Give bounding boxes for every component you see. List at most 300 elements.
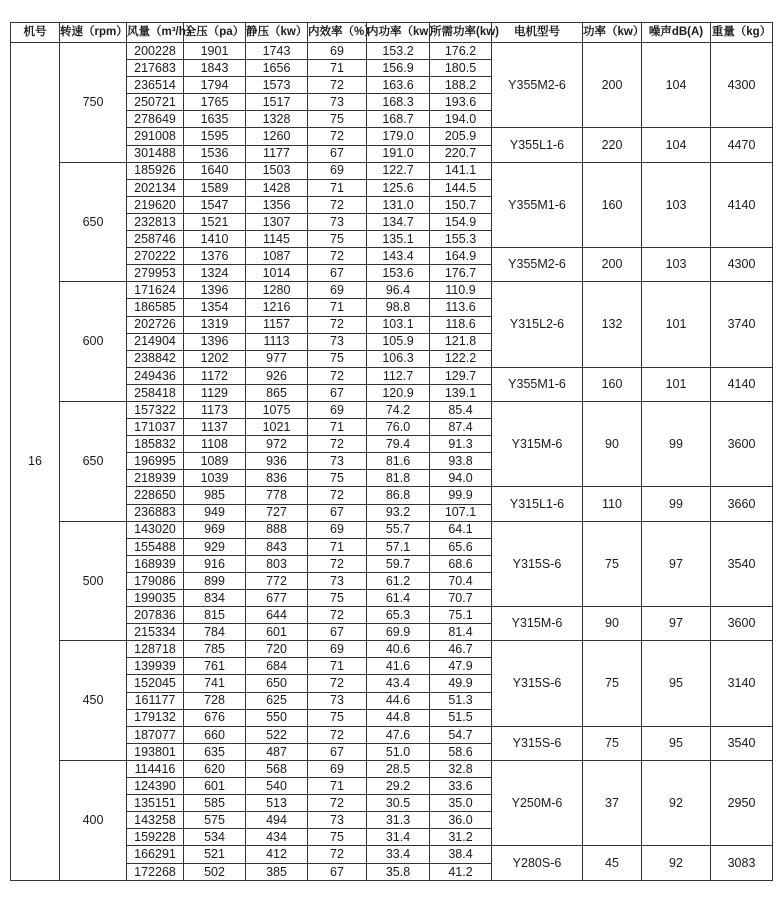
motor-model-cell: Y250M-6 [492, 760, 583, 845]
required-power-cell: 54.7 [430, 726, 492, 743]
internal-efficiency-cell: 75 [308, 350, 367, 367]
static-pressure-cell: 1656 [246, 60, 308, 77]
required-power-cell: 32.8 [430, 760, 492, 777]
noise-cell: 95 [642, 641, 711, 726]
weight-cell: 3540 [711, 726, 773, 760]
header-machine-no: 机号 [11, 23, 60, 43]
header-row [11, 23, 773, 43]
static-pressure-cell: 772 [246, 572, 308, 589]
required-power-cell: 65.6 [430, 538, 492, 555]
static-pressure-cell: 385 [246, 863, 308, 881]
air-volume-cell: 200228 [127, 43, 184, 60]
static-pressure-cell: 522 [246, 726, 308, 743]
internal-efficiency-cell: 72 [308, 555, 367, 572]
total-pressure-cell: 1108 [184, 436, 246, 453]
header-air-volume: 风量（m³/h） [127, 23, 184, 43]
total-pressure-cell: 899 [184, 572, 246, 589]
static-pressure-cell: 1145 [246, 231, 308, 248]
static-pressure-cell: 1216 [246, 299, 308, 316]
total-pressure-cell: 1376 [184, 248, 246, 265]
internal-power-cell: 33.4 [367, 846, 430, 863]
total-pressure-cell: 949 [184, 504, 246, 521]
static-pressure-cell: 650 [246, 675, 308, 692]
static-pressure-cell: 677 [246, 590, 308, 607]
static-pressure-cell: 1573 [246, 77, 308, 94]
motor-model-cell: Y355L1-6 [492, 128, 583, 162]
total-pressure-cell: 1794 [184, 77, 246, 94]
table-row [11, 641, 773, 658]
total-pressure-cell: 534 [184, 829, 246, 846]
air-volume-cell: 157322 [127, 401, 184, 418]
header-total-pressure: 全压（pa） [184, 23, 246, 43]
air-volume-cell: 171624 [127, 282, 184, 299]
total-pressure-cell: 1396 [184, 333, 246, 350]
total-pressure-cell: 1635 [184, 111, 246, 128]
header-internal-power: 内功率（kw） [367, 23, 430, 43]
internal-efficiency-cell: 71 [308, 538, 367, 555]
static-pressure-cell: 972 [246, 436, 308, 453]
motor-power-cell: 160 [583, 367, 642, 401]
total-pressure-cell: 1536 [184, 145, 246, 162]
air-volume-cell: 155488 [127, 538, 184, 555]
internal-efficiency-cell: 72 [308, 726, 367, 743]
noise-cell: 99 [642, 401, 711, 486]
air-volume-cell: 228650 [127, 487, 184, 504]
internal-power-cell: 61.4 [367, 590, 430, 607]
required-power-cell: 91.3 [430, 436, 492, 453]
total-pressure-cell: 1595 [184, 128, 246, 145]
internal-power-cell: 106.3 [367, 350, 430, 367]
internal-efficiency-cell: 67 [308, 863, 367, 881]
required-power-cell: 176.7 [430, 265, 492, 282]
static-pressure-cell: 888 [246, 521, 308, 538]
required-power-cell: 194.0 [430, 111, 492, 128]
internal-power-cell: 76.0 [367, 419, 430, 436]
internal-power-cell: 112.7 [367, 367, 430, 384]
motor-model-cell: Y315L2-6 [492, 282, 583, 367]
motor-power-cell: 90 [583, 607, 642, 641]
internal-efficiency-cell: 67 [308, 145, 367, 162]
required-power-cell: 85.4 [430, 401, 492, 418]
air-volume-cell: 135151 [127, 795, 184, 812]
header-motor-power: 功率（kw） [583, 23, 642, 43]
total-pressure-cell: 834 [184, 590, 246, 607]
total-pressure-cell: 502 [184, 863, 246, 881]
internal-power-cell: 40.6 [367, 641, 430, 658]
static-pressure-cell: 434 [246, 829, 308, 846]
internal-power-cell: 96.4 [367, 282, 430, 299]
internal-efficiency-cell: 72 [308, 128, 367, 145]
total-pressure-cell: 916 [184, 555, 246, 572]
motor-power-cell: 45 [583, 846, 642, 881]
static-pressure-cell: 1517 [246, 94, 308, 111]
air-volume-cell: 143258 [127, 812, 184, 829]
weight-cell: 4140 [711, 367, 773, 401]
required-power-cell: 68.6 [430, 555, 492, 572]
internal-efficiency-cell: 75 [308, 709, 367, 726]
noise-cell: 104 [642, 43, 711, 128]
internal-efficiency-cell: 72 [308, 487, 367, 504]
internal-power-cell: 125.6 [367, 179, 430, 196]
required-power-cell: 99.9 [430, 487, 492, 504]
internal-power-cell: 135.1 [367, 231, 430, 248]
air-volume-cell: 152045 [127, 675, 184, 692]
internal-power-cell: 31.4 [367, 829, 430, 846]
static-pressure-cell: 1428 [246, 179, 308, 196]
internal-efficiency-cell: 71 [308, 658, 367, 675]
internal-power-cell: 29.2 [367, 778, 430, 795]
internal-efficiency-cell: 72 [308, 795, 367, 812]
static-pressure-cell: 494 [246, 812, 308, 829]
static-pressure-cell: 1177 [246, 145, 308, 162]
air-volume-cell: 161177 [127, 692, 184, 709]
required-power-cell: 164.9 [430, 248, 492, 265]
total-pressure-cell: 1410 [184, 231, 246, 248]
total-pressure-cell: 1319 [184, 316, 246, 333]
required-power-cell: 75.1 [430, 607, 492, 624]
noise-cell: 97 [642, 521, 711, 606]
total-pressure-cell: 784 [184, 624, 246, 641]
required-power-cell: 46.7 [430, 641, 492, 658]
required-power-cell: 155.3 [430, 231, 492, 248]
required-power-cell: 51.3 [430, 692, 492, 709]
air-volume-cell: 215334 [127, 624, 184, 641]
internal-power-cell: 163.6 [367, 77, 430, 94]
static-pressure-cell: 727 [246, 504, 308, 521]
weight-cell: 3740 [711, 282, 773, 367]
air-volume-cell: 218939 [127, 470, 184, 487]
motor-power-cell: 200 [583, 248, 642, 282]
internal-efficiency-cell: 69 [308, 401, 367, 418]
internal-efficiency-cell: 69 [308, 43, 367, 60]
internal-efficiency-cell: 73 [308, 572, 367, 589]
table-row [11, 282, 773, 299]
required-power-cell: 154.9 [430, 213, 492, 230]
internal-power-cell: 44.8 [367, 709, 430, 726]
static-pressure-cell: 1021 [246, 419, 308, 436]
required-power-cell: 64.1 [430, 521, 492, 538]
internal-efficiency-cell: 71 [308, 60, 367, 77]
required-power-cell: 41.2 [430, 863, 492, 881]
motor-power-cell: 75 [583, 641, 642, 726]
internal-efficiency-cell: 71 [308, 778, 367, 795]
motor-model-cell: Y355M1-6 [492, 367, 583, 401]
weight-cell: 3600 [711, 401, 773, 486]
required-power-cell: 205.9 [430, 128, 492, 145]
noise-cell: 101 [642, 367, 711, 401]
header-static-pressure: 静压（kw） [246, 23, 308, 43]
air-volume-cell: 168939 [127, 555, 184, 572]
required-power-cell: 35.0 [430, 795, 492, 812]
static-pressure-cell: 1014 [246, 265, 308, 282]
air-volume-cell: 258418 [127, 384, 184, 401]
air-volume-cell: 202726 [127, 316, 184, 333]
required-power-cell: 139.1 [430, 384, 492, 401]
internal-power-cell: 41.6 [367, 658, 430, 675]
internal-power-cell: 134.7 [367, 213, 430, 230]
internal-power-cell: 168.3 [367, 94, 430, 111]
total-pressure-cell: 1129 [184, 384, 246, 401]
internal-efficiency-cell: 72 [308, 607, 367, 624]
internal-efficiency-cell: 72 [308, 196, 367, 213]
static-pressure-cell: 568 [246, 760, 308, 777]
required-power-cell: 31.2 [430, 829, 492, 846]
required-power-cell: 93.8 [430, 453, 492, 470]
total-pressure-cell: 728 [184, 692, 246, 709]
required-power-cell: 193.6 [430, 94, 492, 111]
internal-efficiency-cell: 67 [308, 624, 367, 641]
internal-efficiency-cell: 69 [308, 162, 367, 179]
required-power-cell: 70.4 [430, 572, 492, 589]
air-volume-cell: 291008 [127, 128, 184, 145]
speed-cell: 400 [60, 760, 127, 880]
total-pressure-cell: 1172 [184, 367, 246, 384]
total-pressure-cell: 676 [184, 709, 246, 726]
total-pressure-cell: 1589 [184, 179, 246, 196]
table-body [11, 43, 773, 881]
motor-power-cell: 110 [583, 487, 642, 521]
weight-cell: 2950 [711, 760, 773, 845]
air-volume-cell: 196995 [127, 453, 184, 470]
header-required-power: 所需功率(kw) [430, 23, 492, 43]
static-pressure-cell: 487 [246, 743, 308, 760]
internal-power-cell: 31.3 [367, 812, 430, 829]
header-noise: 噪声dB(A) [642, 23, 711, 43]
air-volume-cell: 124390 [127, 778, 184, 795]
internal-power-cell: 156.9 [367, 60, 430, 77]
required-power-cell: 144.5 [430, 179, 492, 196]
total-pressure-cell: 521 [184, 846, 246, 863]
internal-power-cell: 69.9 [367, 624, 430, 641]
air-volume-cell: 279953 [127, 265, 184, 282]
internal-power-cell: 51.0 [367, 743, 430, 760]
required-power-cell: 122.2 [430, 350, 492, 367]
air-volume-cell: 143020 [127, 521, 184, 538]
internal-power-cell: 153.6 [367, 265, 430, 282]
air-volume-cell: 139939 [127, 658, 184, 675]
speed-cell: 600 [60, 282, 127, 402]
total-pressure-cell: 1202 [184, 350, 246, 367]
total-pressure-cell: 785 [184, 641, 246, 658]
fan-performance-table [10, 22, 773, 881]
weight-cell: 3600 [711, 607, 773, 641]
total-pressure-cell: 1396 [184, 282, 246, 299]
static-pressure-cell: 1087 [246, 248, 308, 265]
weight-cell: 3140 [711, 641, 773, 726]
air-volume-cell: 214904 [127, 333, 184, 350]
total-pressure-cell: 1137 [184, 419, 246, 436]
static-pressure-cell: 720 [246, 641, 308, 658]
required-power-cell: 38.4 [430, 846, 492, 863]
air-volume-cell: 114416 [127, 760, 184, 777]
air-volume-cell: 258746 [127, 231, 184, 248]
internal-power-cell: 43.4 [367, 675, 430, 692]
required-power-cell: 150.7 [430, 196, 492, 213]
required-power-cell: 47.9 [430, 658, 492, 675]
total-pressure-cell: 1640 [184, 162, 246, 179]
total-pressure-cell: 585 [184, 795, 246, 812]
air-volume-cell: 217683 [127, 60, 184, 77]
air-volume-cell: 238842 [127, 350, 184, 367]
internal-power-cell: 81.6 [367, 453, 430, 470]
internal-efficiency-cell: 67 [308, 504, 367, 521]
air-volume-cell: 187077 [127, 726, 184, 743]
table-row [11, 521, 773, 538]
motor-model-cell: Y355M2-6 [492, 43, 583, 128]
noise-cell: 101 [642, 282, 711, 367]
static-pressure-cell: 1307 [246, 213, 308, 230]
internal-power-cell: 81.8 [367, 470, 430, 487]
header-weight: 重量（kg） [711, 23, 773, 43]
noise-cell: 95 [642, 726, 711, 760]
internal-power-cell: 79.4 [367, 436, 430, 453]
static-pressure-cell: 625 [246, 692, 308, 709]
total-pressure-cell: 635 [184, 743, 246, 760]
total-pressure-cell: 1521 [184, 213, 246, 230]
weight-cell: 4140 [711, 162, 773, 247]
air-volume-cell: 185832 [127, 436, 184, 453]
static-pressure-cell: 644 [246, 607, 308, 624]
static-pressure-cell: 778 [246, 487, 308, 504]
static-pressure-cell: 836 [246, 470, 308, 487]
static-pressure-cell: 1503 [246, 162, 308, 179]
static-pressure-cell: 936 [246, 453, 308, 470]
air-volume-cell: 236514 [127, 77, 184, 94]
total-pressure-cell: 1547 [184, 196, 246, 213]
motor-model-cell: Y355M1-6 [492, 162, 583, 247]
air-volume-cell: 270222 [127, 248, 184, 265]
required-power-cell: 129.7 [430, 367, 492, 384]
internal-efficiency-cell: 71 [308, 419, 367, 436]
internal-efficiency-cell: 67 [308, 265, 367, 282]
internal-power-cell: 105.9 [367, 333, 430, 350]
noise-cell: 92 [642, 760, 711, 845]
static-pressure-cell: 803 [246, 555, 308, 572]
internal-power-cell: 143.4 [367, 248, 430, 265]
speed-cell: 450 [60, 641, 127, 761]
required-power-cell: 220.7 [430, 145, 492, 162]
total-pressure-cell: 1843 [184, 60, 246, 77]
table-row [11, 162, 773, 179]
air-volume-cell: 159228 [127, 829, 184, 846]
air-volume-cell: 232813 [127, 213, 184, 230]
air-volume-cell: 179086 [127, 572, 184, 589]
table-row [11, 401, 773, 418]
speed-cell: 750 [60, 43, 127, 163]
air-volume-cell: 193801 [127, 743, 184, 760]
internal-efficiency-cell: 69 [308, 760, 367, 777]
static-pressure-cell: 1356 [246, 196, 308, 213]
required-power-cell: 51.5 [430, 709, 492, 726]
internal-power-cell: 74.2 [367, 401, 430, 418]
required-power-cell: 81.4 [430, 624, 492, 641]
required-power-cell: 87.4 [430, 419, 492, 436]
motor-model-cell: Y355M2-6 [492, 248, 583, 282]
static-pressure-cell: 1157 [246, 316, 308, 333]
internal-efficiency-cell: 72 [308, 367, 367, 384]
total-pressure-cell: 761 [184, 658, 246, 675]
static-pressure-cell: 1328 [246, 111, 308, 128]
motor-power-cell: 75 [583, 521, 642, 606]
air-volume-cell: 171037 [127, 419, 184, 436]
table-row [11, 760, 773, 777]
motor-power-cell: 90 [583, 401, 642, 486]
internal-power-cell: 120.9 [367, 384, 430, 401]
total-pressure-cell: 1173 [184, 401, 246, 418]
internal-power-cell: 59.7 [367, 555, 430, 572]
motor-model-cell: Y315M-6 [492, 607, 583, 641]
air-volume-cell: 185926 [127, 162, 184, 179]
static-pressure-cell: 550 [246, 709, 308, 726]
total-pressure-cell: 929 [184, 538, 246, 555]
air-volume-cell: 236883 [127, 504, 184, 521]
internal-power-cell: 131.0 [367, 196, 430, 213]
total-pressure-cell: 1354 [184, 299, 246, 316]
air-volume-cell: 128718 [127, 641, 184, 658]
internal-efficiency-cell: 75 [308, 829, 367, 846]
internal-power-cell: 168.7 [367, 111, 430, 128]
motor-power-cell: 75 [583, 726, 642, 760]
static-pressure-cell: 843 [246, 538, 308, 555]
static-pressure-cell: 540 [246, 778, 308, 795]
total-pressure-cell: 620 [184, 760, 246, 777]
required-power-cell: 176.2 [430, 43, 492, 60]
weight-cell: 3083 [711, 846, 773, 881]
required-power-cell: 110.9 [430, 282, 492, 299]
speed-cell: 500 [60, 521, 127, 641]
static-pressure-cell: 412 [246, 846, 308, 863]
table-header [11, 23, 773, 43]
internal-power-cell: 55.7 [367, 521, 430, 538]
internal-power-cell: 35.8 [367, 863, 430, 881]
internal-efficiency-cell: 71 [308, 179, 367, 196]
motor-model-cell: Y280S-6 [492, 846, 583, 881]
internal-power-cell: 179.0 [367, 128, 430, 145]
internal-efficiency-cell: 72 [308, 316, 367, 333]
total-pressure-cell: 985 [184, 487, 246, 504]
required-power-cell: 180.5 [430, 60, 492, 77]
weight-cell: 4300 [711, 248, 773, 282]
total-pressure-cell: 815 [184, 607, 246, 624]
internal-power-cell: 28.5 [367, 760, 430, 777]
internal-power-cell: 93.2 [367, 504, 430, 521]
internal-efficiency-cell: 75 [308, 231, 367, 248]
internal-efficiency-cell: 75 [308, 111, 367, 128]
required-power-cell: 188.2 [430, 77, 492, 94]
total-pressure-cell: 1901 [184, 43, 246, 60]
required-power-cell: 141.1 [430, 162, 492, 179]
static-pressure-cell: 513 [246, 795, 308, 812]
required-power-cell: 94.0 [430, 470, 492, 487]
total-pressure-cell: 1765 [184, 94, 246, 111]
total-pressure-cell: 1324 [184, 265, 246, 282]
internal-efficiency-cell: 73 [308, 333, 367, 350]
required-power-cell: 49.9 [430, 675, 492, 692]
internal-efficiency-cell: 73 [308, 812, 367, 829]
internal-power-cell: 86.8 [367, 487, 430, 504]
required-power-cell: 107.1 [430, 504, 492, 521]
total-pressure-cell: 1089 [184, 453, 246, 470]
internal-efficiency-cell: 67 [308, 743, 367, 760]
motor-power-cell: 37 [583, 760, 642, 845]
air-volume-cell: 202134 [127, 179, 184, 196]
internal-efficiency-cell: 69 [308, 521, 367, 538]
noise-cell: 99 [642, 487, 711, 521]
required-power-cell: 113.6 [430, 299, 492, 316]
internal-efficiency-cell: 75 [308, 590, 367, 607]
internal-efficiency-cell: 69 [308, 641, 367, 658]
noise-cell: 103 [642, 248, 711, 282]
